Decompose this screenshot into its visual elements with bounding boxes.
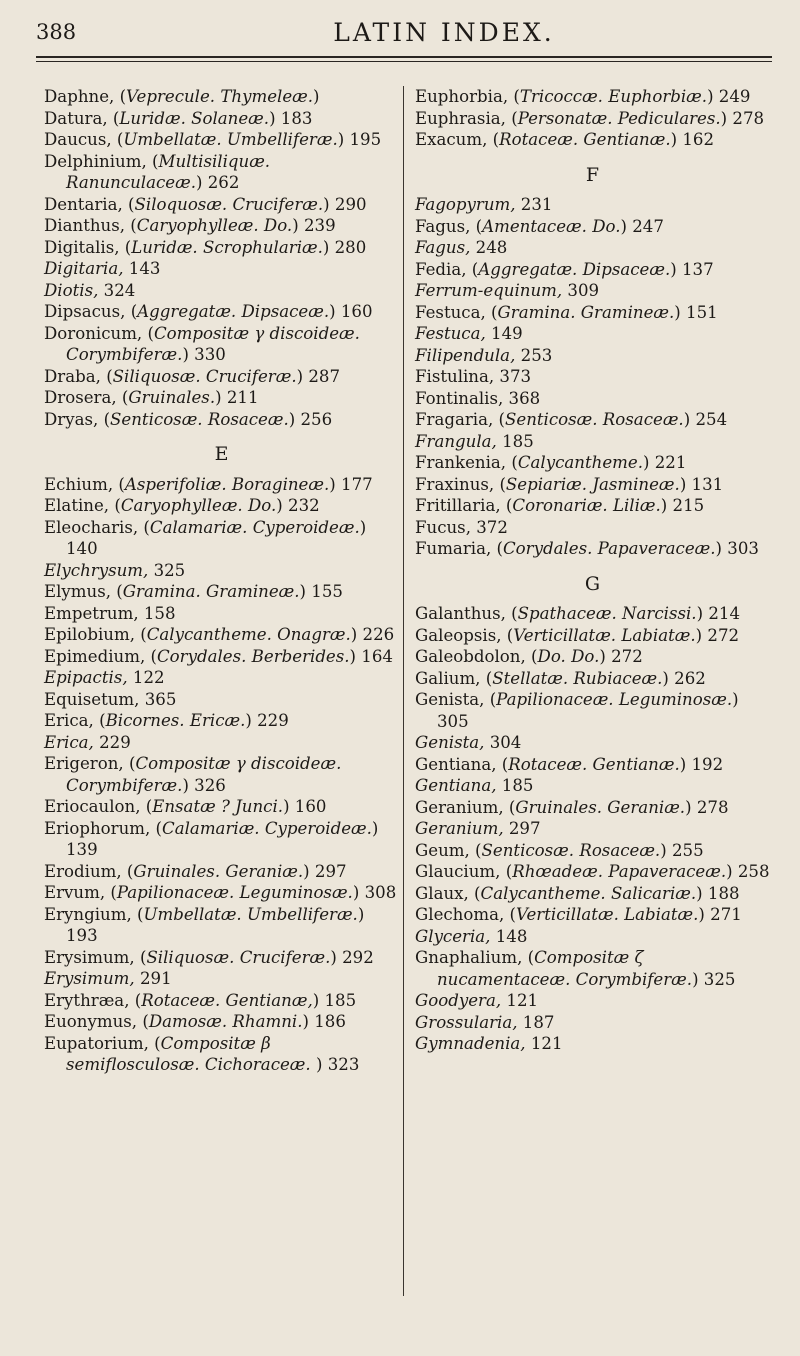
index-entry	[415, 538, 770, 560]
index-entry	[415, 323, 770, 345]
index-entry	[44, 646, 399, 668]
entry-classification: Ensatæ ? Junci.	[152, 797, 284, 816]
index-entry	[415, 603, 770, 625]
entry-classification: Caryophylleæ. Do.	[136, 216, 293, 235]
entry-text: ) 262	[662, 668, 706, 688]
entry-text: Glaucium, (	[415, 862, 513, 881]
entry-text: Dipsacus, (	[44, 302, 138, 321]
index-entry	[415, 409, 770, 431]
index-entry	[44, 990, 399, 1012]
index-entry	[44, 624, 399, 646]
entry-text: Gentiana, (	[415, 754, 509, 774]
entry-text: Eupatorium, (	[44, 1033, 161, 1053]
entry-classification: Caryophylleæ. Do.	[120, 496, 277, 515]
entry-text: ) 185	[312, 990, 357, 1010]
entry-classification: Aggregatæ. Dipsaceæ.	[137, 302, 330, 321]
entry-text: Delphinium, (	[44, 151, 159, 171]
header-rule-thin	[36, 61, 772, 62]
index-entry	[44, 753, 399, 796]
index-entry	[44, 366, 399, 388]
entry-text: ) 255	[660, 840, 704, 860]
entry-text: 149	[485, 324, 523, 343]
entry-classification: Genista,	[415, 733, 485, 752]
entry-classification: Aggregatæ. Dipsaceæ.	[478, 259, 671, 279]
index-entry	[44, 86, 399, 108]
index-entry	[44, 387, 399, 409]
index-entry	[44, 861, 399, 883]
entry-classification: Ferrum-equinum,	[415, 281, 563, 300]
entry-text: 143	[123, 259, 161, 278]
entry-text: 253	[515, 345, 553, 365]
entry-text: Geum, (	[415, 840, 482, 860]
entry-classification: Calycantheme. Salicariæ.	[480, 883, 697, 903]
index-entry	[415, 517, 770, 539]
entry-classification: Luridæ. Scrophulariæ.	[131, 237, 323, 257]
entry-text: Galeobdolon, (	[415, 647, 538, 666]
entry-classification: Calamariæ. Cyperoideæ.	[162, 818, 372, 838]
entry-text: ) 151	[674, 302, 718, 322]
entry-classification: Papilionaceæ. Leguminosæ.	[496, 690, 733, 709]
entry-text: Epimedium, (	[44, 646, 157, 666]
entry-text: Daphne, (	[44, 87, 127, 106]
entry-text: Fumaria, (	[415, 539, 503, 558]
entry-text: Datura, (	[44, 108, 120, 128]
index-entry	[415, 754, 770, 776]
entry-text: ) 226	[350, 625, 395, 644]
index-entry	[415, 840, 770, 862]
entry-classification: Rotaceæ. Gentianæ.	[508, 754, 680, 774]
index-entry	[44, 108, 399, 130]
entry-classification: Elychrysum,	[44, 560, 149, 580]
index-entry	[415, 1012, 770, 1034]
index-entry	[44, 667, 399, 689]
entry-text: Dianthus, (	[44, 216, 137, 235]
entry-classification: Bicornes. Ericæ.	[105, 711, 246, 730]
entry-text: Erythræa, (	[44, 990, 142, 1010]
entry-classification: Senticosæ. Rosaceæ.	[481, 840, 661, 860]
entry-text: ) 183	[269, 108, 313, 128]
entry-text: Frankenia, (	[415, 453, 518, 472]
entry-classification: Calycantheme.	[517, 453, 643, 472]
entry-classification: Gymnadenia,	[415, 1034, 526, 1053]
entry-text: Euphorbia, (	[415, 87, 520, 106]
entry-text: ) 258	[726, 862, 770, 881]
entry-classification: Erysimum,	[44, 969, 135, 988]
entry-text: Equisetum, 365	[44, 689, 177, 709]
entry-text: ) 140	[66, 517, 367, 558]
index-entry	[415, 861, 770, 883]
index-entry	[44, 129, 399, 151]
index-entry	[44, 603, 399, 625]
header-rule	[36, 56, 772, 58]
entry-classification: Rotaceæ. Gentianæ.	[499, 130, 671, 149]
entry-text: ) 287	[296, 366, 341, 386]
entry-text: ) 221	[642, 453, 687, 472]
entry-classification: Corydales. Berberides.	[156, 646, 350, 666]
entry-classification: Multisiliquæ. Ranunculaceæ.	[66, 151, 271, 192]
entry-text: Empetrum, 158	[44, 603, 176, 623]
entry-text: ) 297	[303, 861, 347, 881]
index-entry	[44, 882, 399, 904]
index-entry	[415, 129, 770, 151]
entry-classification: Spathaceæ. Narcissi.	[517, 604, 697, 623]
index-entry	[44, 280, 399, 302]
index-entry	[415, 1033, 770, 1055]
entry-text: 121	[525, 1034, 563, 1053]
entry-text: Draba, (	[44, 366, 113, 386]
index-entry	[415, 732, 770, 754]
entry-classification: Luridæ. Solaneæ.	[119, 108, 270, 128]
index-entry	[415, 797, 770, 819]
entry-text: Euonymus, (	[44, 1012, 149, 1031]
entry-text: 185	[496, 431, 534, 451]
index-entry	[415, 883, 770, 905]
index-entry	[415, 926, 770, 948]
entry-text: Erigeron, (	[44, 754, 136, 773]
entry-text: ) 188	[696, 883, 740, 903]
page-number: 388	[36, 20, 77, 44]
entry-classification: Amentaceæ. Do.	[482, 216, 621, 236]
index-entry	[415, 646, 770, 668]
entry-classification: Verticillatæ. Labiatæ.	[513, 625, 696, 645]
index-entry	[44, 301, 399, 323]
entry-text: Daucus, (	[44, 130, 124, 149]
entry-text: ) 247	[620, 216, 664, 236]
index-entry	[415, 302, 770, 324]
entry-text: ) 262	[196, 173, 240, 192]
entry-text: Epilobium, (	[44, 625, 147, 644]
entry-text: ) 195	[337, 130, 382, 149]
entry-classification: Grossularia,	[415, 1012, 518, 1032]
entry-text: 185	[496, 776, 534, 795]
entry-classification: Sepiariæ. Jasmineæ.	[505, 474, 680, 494]
entry-text: ) 330	[182, 345, 226, 364]
entry-text: 122	[127, 668, 165, 687]
entry-text: Euphrasia, (	[415, 108, 518, 128]
entry-classification: Do. Do.	[537, 647, 600, 666]
index-entry	[415, 194, 770, 216]
entry-text: ) 155	[299, 582, 343, 601]
index-entry	[44, 1033, 399, 1076]
entry-classification: Compositæ ζ nucamentaceæ. Corymbiferæ.	[437, 948, 693, 989]
entry-classification: Geranium,	[415, 819, 504, 838]
entry-text: ) 292	[330, 947, 374, 967]
entry-classification: Compositæ β semiflosculosæ. Cichoraceæ.	[66, 1033, 311, 1074]
entry-text: ) 214	[696, 604, 740, 623]
entry-classification: Gruinales.	[128, 388, 216, 407]
entry-classification: Veprecule. Thymeleæ.	[126, 87, 314, 106]
entry-classification: Compositæ γ discoideæ. Corymbiferæ.	[66, 754, 342, 795]
index-entry	[44, 323, 399, 366]
entry-text: 297	[503, 819, 541, 838]
entry-text: ) 162	[670, 130, 715, 149]
entry-text: ) 278	[720, 108, 765, 128]
entry-text: ) 305	[437, 690, 739, 731]
entry-classification: Coronariæ. Liliæ.	[512, 496, 661, 515]
entry-classification: Papilionaceæ. Leguminosæ.	[116, 883, 353, 902]
entry-text: Genista, (	[415, 690, 497, 709]
entry-text: ) 164	[349, 646, 393, 666]
index-entry	[44, 258, 399, 280]
index-entry	[415, 259, 770, 281]
index-entry	[415, 108, 770, 130]
entry-text: ) 131	[679, 474, 724, 494]
entry-classification: Compositæ γ discoideæ. Corymbiferæ.	[66, 323, 360, 364]
entry-text: 148	[490, 926, 528, 946]
entry-classification: Personatæ. Pediculares.	[517, 108, 721, 128]
entry-text: Galanthus, (	[415, 604, 518, 623]
entry-text: Fraxinus, (	[415, 474, 506, 494]
entry-text: ) 229	[245, 711, 289, 730]
entry-classification: Erica,	[44, 732, 94, 752]
entry-text: Fontinalis, 368	[415, 388, 541, 408]
entry-classification: Siliquosæ. Cruciferæ.	[146, 947, 331, 967]
index-entry	[415, 668, 770, 690]
entry-text: Eleocharis, (	[44, 517, 150, 537]
entry-classification: Frangula,	[415, 431, 497, 451]
entry-text: Drosera, (	[44, 388, 129, 407]
index-entry	[415, 947, 770, 990]
entry-text: Dryas, (	[44, 409, 111, 429]
entry-text: Eryngium, (	[44, 904, 144, 924]
entry-text: Fucus, 372	[415, 517, 508, 537]
entry-text: Geranium, (	[415, 797, 516, 817]
entry-classification: Calamariæ. Cyperoideæ.	[149, 517, 360, 537]
section-letter: E	[214, 443, 229, 465]
entry-text: ) 272	[599, 647, 643, 666]
entry-text: ) 211	[215, 388, 259, 407]
entry-text: Elymus, (	[44, 582, 123, 601]
entry-classification: Asperifoliæ. Boragineæ.	[124, 474, 330, 494]
entry-text: Erysimum, (	[44, 947, 147, 967]
entry-text: ) 160	[283, 797, 327, 816]
entry-text: Festuca, (	[415, 302, 498, 322]
index-entry	[44, 237, 399, 259]
entry-text: 248	[470, 238, 508, 257]
index-entry	[415, 86, 770, 108]
entry-classification: Siloquosæ. Cruciferæ.	[134, 194, 324, 214]
index-entry	[44, 904, 399, 947]
entry-text: 187	[517, 1012, 555, 1032]
entry-text: 304	[484, 733, 522, 752]
index-entry	[44, 1011, 399, 1033]
index-entry	[415, 495, 770, 517]
entry-text: ) 325	[692, 969, 736, 989]
entry-classification: Fagopyrum,	[415, 195, 516, 214]
entry-text: ) 193	[66, 904, 365, 945]
index-entry	[44, 215, 399, 237]
entry-text: Fistulina, 373	[415, 367, 532, 386]
entry-classification: Glyceria,	[415, 926, 491, 946]
column-divider	[403, 86, 404, 1296]
entry-classification: Calycantheme. Onagræ.	[146, 625, 351, 644]
entry-classification: Epipactis,	[44, 668, 128, 687]
section-letter: F	[585, 163, 600, 186]
entry-text: ) 271	[698, 905, 742, 924]
entry-text: Glechoma, (	[415, 905, 517, 924]
entry-text: )	[313, 87, 320, 106]
entry-classification: Senticosæ. Rosaceæ.	[505, 410, 684, 429]
entry-text: ) 215	[660, 496, 705, 515]
entry-text: Eriophorum, (	[44, 818, 163, 838]
index-entry	[415, 990, 770, 1012]
index-entry	[415, 431, 770, 453]
index-entry	[415, 366, 770, 388]
entry-text: Dentaria, (	[44, 194, 135, 214]
entry-text: 309	[562, 281, 600, 300]
index-entry	[44, 560, 399, 582]
entry-text: Doronicum, (	[44, 323, 154, 343]
entry-text: ) 254	[683, 410, 728, 429]
entry-text: ) 192	[679, 754, 724, 774]
index-entry	[44, 818, 399, 861]
section-letter: G	[584, 572, 601, 595]
entry-text: ) 278	[685, 797, 729, 817]
entry-classification: Gruinales. Geraniæ.	[515, 797, 686, 817]
entry-classification: Goodyera,	[415, 991, 502, 1010]
entry-text: ) 326	[182, 775, 226, 795]
entry-text: 325	[148, 560, 186, 580]
entry-classification: Rotaceæ. Gentianæ,	[141, 990, 313, 1010]
entry-text: 121	[501, 991, 539, 1010]
entry-classification: Festuca,	[415, 324, 486, 343]
index-entry	[44, 194, 399, 216]
index-entry	[44, 581, 399, 603]
index-entry	[44, 947, 399, 969]
entry-text: Fritillaria, (	[415, 496, 513, 515]
entry-text: Ervum, (	[44, 883, 117, 902]
index-entry	[44, 495, 399, 517]
entry-text: ) 160	[329, 302, 373, 321]
entry-text: Eriocaulon, (	[44, 797, 153, 816]
entry-text: Gnaphalium, (	[415, 948, 535, 967]
entry-text: ) 290	[323, 194, 367, 214]
entry-text: Fedia, (	[415, 259, 479, 279]
index-entry	[44, 796, 399, 818]
entry-text: ) 323	[310, 1055, 360, 1074]
entry-classification: Gramina. Gramineæ.	[497, 302, 675, 322]
index-entry	[44, 517, 399, 560]
index-entry	[415, 237, 770, 259]
entry-classification: Gramina. Gramineæ.	[122, 582, 300, 601]
entry-text: ) 280	[322, 237, 367, 257]
index-entry	[415, 625, 770, 647]
index-entry	[44, 409, 399, 431]
entry-text: 324	[98, 280, 136, 300]
entry-text: ) 308	[352, 883, 397, 902]
entry-text: Glaux, (	[415, 883, 481, 903]
index-entry	[44, 151, 399, 194]
entry-classification: Tricoccæ. Euphorbiæ.	[519, 87, 708, 106]
index-entry	[44, 968, 399, 990]
entry-text: 231	[515, 195, 553, 214]
entry-text: 291	[134, 969, 172, 988]
entry-text: Erica, (	[44, 711, 106, 730]
index-entry	[415, 452, 770, 474]
entry-text: ) 137	[670, 259, 714, 279]
entry-text: Digitalis, (	[44, 237, 132, 257]
entry-text: 229	[93, 732, 131, 752]
running-title: LATIN INDEX.	[333, 18, 555, 47]
entry-text: Echium, (	[44, 474, 125, 494]
index-entry	[415, 689, 770, 732]
index-entry	[44, 732, 399, 754]
entry-classification: Gentiana,	[415, 776, 497, 795]
entry-classification: Umbellatæ. Umbelliferæ.	[143, 904, 358, 924]
index-entry	[415, 775, 770, 797]
entry-text: Galium, (	[415, 668, 493, 688]
entry-text: ) 303	[715, 539, 759, 558]
entry-text: ) 232	[276, 496, 320, 515]
entry-classification: Digitaria,	[44, 259, 124, 278]
entry-classification: Filipendula,	[415, 345, 516, 365]
entry-classification: Diotis,	[44, 280, 99, 300]
entry-text: ) 256	[288, 409, 333, 429]
entry-classification: Umbellatæ. Umbelliferæ.	[123, 130, 338, 149]
entry-text: Fragaria, (	[415, 410, 506, 429]
entry-classification: Siliquosæ. Cruciferæ.	[112, 366, 297, 386]
entry-classification: Fagus,	[415, 238, 471, 257]
left-index-column	[44, 86, 399, 1076]
page-header	[36, 14, 772, 54]
entry-classification: Senticosæ. Rosaceæ.	[110, 409, 289, 429]
entry-classification: Rhœadeæ. Papaveraceæ.	[512, 862, 727, 881]
entry-text: Elatine, (	[44, 496, 121, 515]
entry-text: Galeopsis, (	[415, 625, 514, 645]
entry-classification: Gruinales. Geraniæ.	[133, 861, 304, 881]
index-entry	[415, 280, 770, 302]
entry-classification: Damosæ. Rhamni.	[148, 1012, 303, 1031]
index-entry	[44, 689, 399, 711]
entry-text: Erodium, (	[44, 861, 134, 881]
entry-text: Exacum, (	[415, 130, 500, 149]
entry-text: ) 186	[302, 1012, 346, 1031]
right-index-column	[415, 86, 770, 1055]
entry-text: Fagus, (	[415, 216, 483, 236]
entry-text: ) 177	[329, 474, 373, 494]
index-entry	[415, 216, 770, 238]
entry-classification: Stellatæ. Rubiaceæ.	[492, 668, 663, 688]
entry-text: ) 249	[707, 87, 751, 106]
index-entry	[415, 474, 770, 496]
entry-text: ) 139	[66, 818, 379, 859]
entry-text: ) 272	[695, 625, 740, 645]
index-entry	[44, 710, 399, 732]
index-entry	[415, 904, 770, 926]
entry-classification: Corydales. Papaveraceæ.	[502, 539, 716, 558]
index-entry	[415, 818, 770, 840]
index-entry	[415, 388, 770, 410]
index-entry	[415, 345, 770, 367]
entry-text: ) 239	[292, 216, 336, 235]
entry-classification: Verticillatæ. Labiatæ.	[516, 905, 699, 924]
index-entry	[44, 474, 399, 496]
